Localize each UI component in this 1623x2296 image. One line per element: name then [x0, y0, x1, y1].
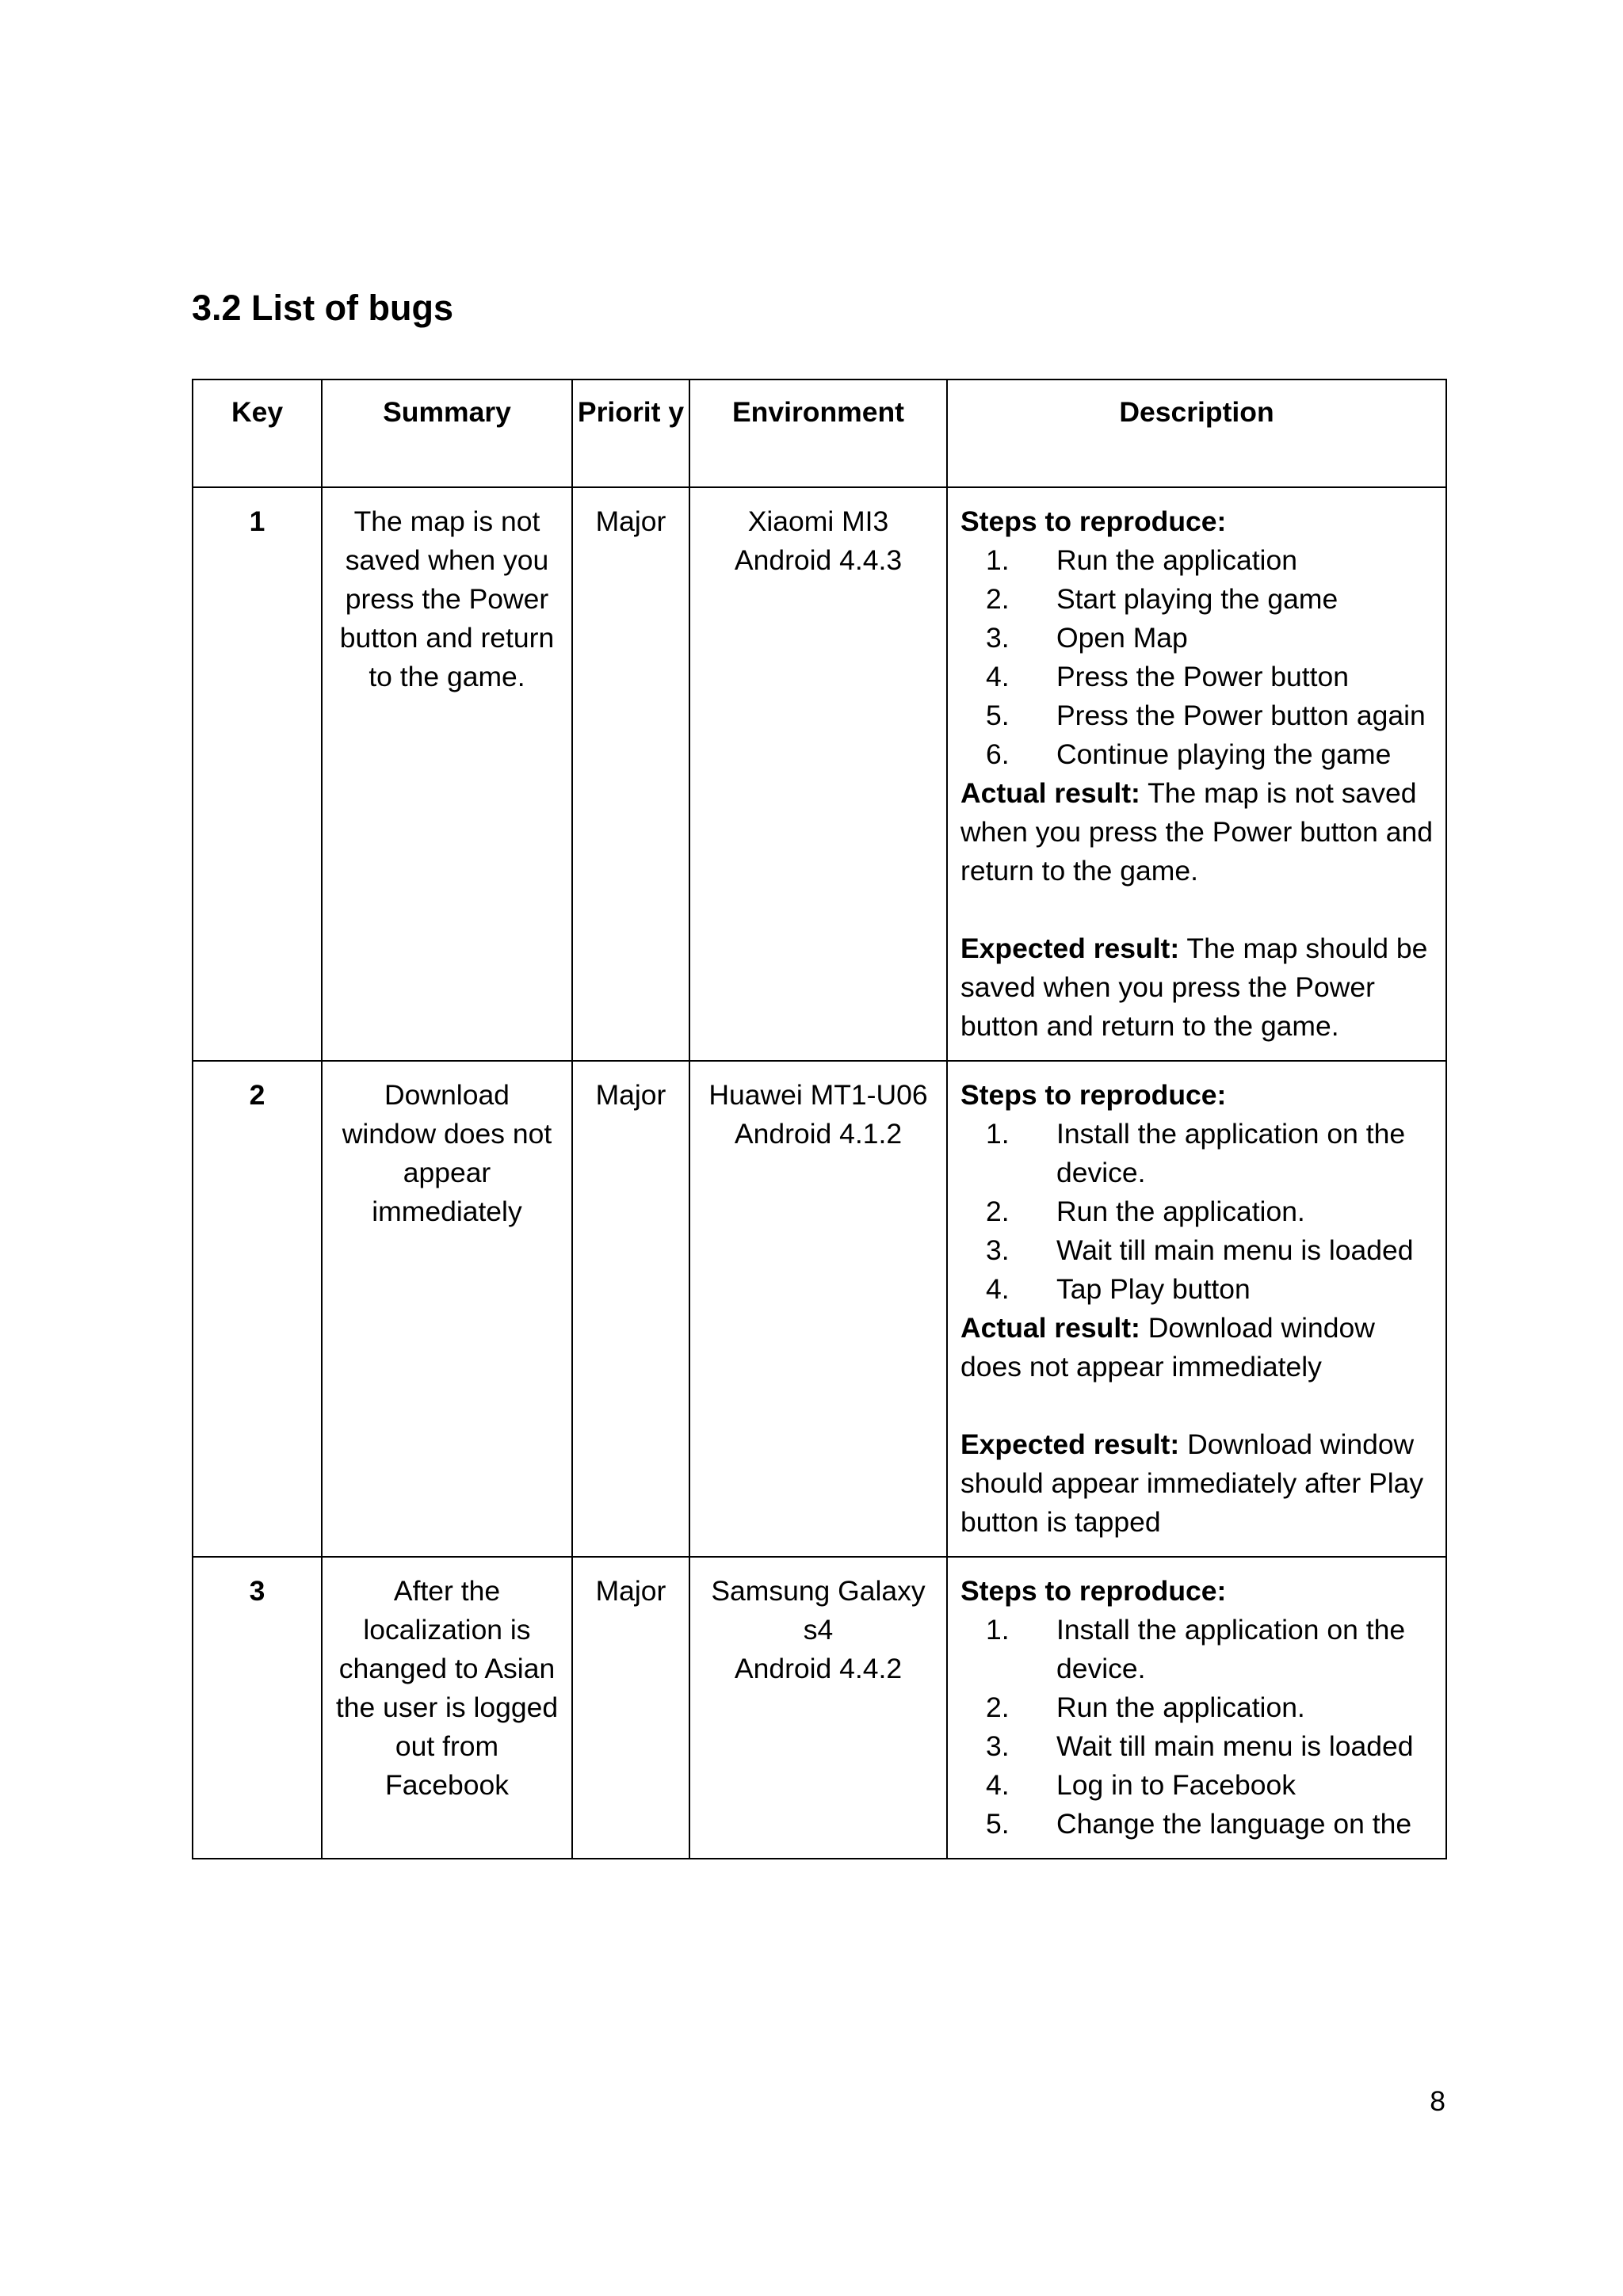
expected-result-label: Expected result:	[960, 1428, 1180, 1460]
step-number: 3.	[986, 1730, 1010, 1762]
step-text: Continue playing the game	[1056, 738, 1392, 770]
column-header-description: Description	[947, 379, 1446, 487]
bug-description	[947, 487, 1446, 1061]
bug-key: 2	[193, 1061, 322, 1557]
list-item	[960, 1805, 1433, 1844]
expected-result	[960, 929, 1433, 1046]
step-number: 2.	[986, 1196, 1010, 1227]
list-item	[960, 1270, 1433, 1309]
step-number: 5.	[986, 700, 1010, 731]
list-item	[960, 1192, 1433, 1231]
page-number: 8	[1430, 2085, 1445, 2117]
list-item	[960, 696, 1433, 735]
list-item	[960, 1231, 1433, 1270]
step-number: 1.	[986, 544, 1010, 576]
list-item	[960, 1727, 1433, 1766]
table-row	[193, 1061, 1446, 1557]
environment-device: Huawei MT1-U06	[708, 1079, 928, 1111]
paragraph-gap	[960, 891, 1433, 929]
step-text: Wait till main menu is loaded	[1056, 1234, 1414, 1266]
list-item	[960, 619, 1433, 658]
bug-environment	[689, 1061, 947, 1557]
bug-description	[947, 1061, 1446, 1557]
bug-summary: Download window does not appear immediately	[322, 1061, 572, 1557]
bug-environment	[689, 1557, 947, 1859]
actual-result-label: Actual result:	[960, 1312, 1140, 1344]
step-number: 6.	[986, 738, 1010, 770]
bug-description	[947, 1557, 1446, 1859]
steps-label: Steps to reproduce:	[960, 1079, 1227, 1111]
column-header-summary: Summary	[322, 379, 572, 487]
steps-list	[960, 1115, 1433, 1309]
bug-key: 1	[193, 487, 322, 1061]
step-text: Wait till main menu is loaded	[1056, 1730, 1414, 1762]
step-number: 5.	[986, 1808, 1010, 1840]
expected-result	[960, 1425, 1433, 1542]
step-number: 1.	[986, 1118, 1010, 1150]
expected-result-text: Download window should appear immediately after Play button is tapped	[960, 1428, 1424, 1538]
step-number: 2.	[986, 583, 1010, 615]
actual-result	[960, 774, 1433, 891]
step-text: Log in to Facebook	[1056, 1769, 1296, 1801]
step-text: Tap Play button	[1056, 1273, 1251, 1305]
steps-list	[960, 1611, 1433, 1844]
actual-result-label: Actual result:	[960, 777, 1140, 809]
step-text: Run the application.	[1056, 1691, 1305, 1723]
table-row	[193, 1557, 1446, 1859]
list-item	[960, 658, 1433, 696]
column-header-priority: Priorit y	[572, 379, 689, 487]
list-item	[960, 1115, 1433, 1192]
table-header-row	[193, 379, 1446, 487]
list-item	[960, 1766, 1433, 1805]
bug-key: 3	[193, 1557, 322, 1859]
step-number: 4.	[986, 661, 1010, 692]
step-text: Press the Power button again	[1056, 700, 1426, 731]
step-number: 4.	[986, 1769, 1010, 1801]
actual-result-text: The map is not saved when you press the Power button and return to the game.	[960, 777, 1433, 887]
bug-summary: After the localization is changed to Asian the user is logged out from Facebook	[322, 1557, 572, 1859]
steps-label: Steps to reproduce:	[960, 1575, 1227, 1607]
expected-result-text: The map should be saved when you press the Power button and return to the game.	[960, 933, 1428, 1042]
environment-os: Android 4.1.2	[734, 1118, 903, 1150]
step-text: Press the Power button	[1056, 661, 1350, 692]
section-heading: 3.2 List of bugs	[192, 288, 454, 328]
bug-environment	[689, 487, 947, 1061]
bug-priority: Major	[572, 487, 689, 1061]
list-item	[960, 541, 1433, 580]
steps-label: Steps to reproduce:	[960, 505, 1227, 537]
list-item	[960, 1611, 1433, 1688]
step-number: 3.	[986, 622, 1010, 654]
step-number: 1.	[986, 1614, 1010, 1646]
step-text: Run the application.	[1056, 1196, 1305, 1227]
step-number: 2.	[986, 1691, 1010, 1723]
step-number: 4.	[986, 1273, 1010, 1305]
bug-summary: The map is not saved when you press the Power button and return to the game.	[322, 487, 572, 1061]
step-text: Install the application on the device.	[1056, 1614, 1406, 1684]
bug-priority: Major	[572, 1557, 689, 1859]
list-item	[960, 1688, 1433, 1727]
environment-device: Samsung Galaxy s4	[711, 1575, 926, 1646]
step-number: 3.	[986, 1234, 1010, 1266]
step-text: Install the application on the device.	[1056, 1118, 1406, 1188]
column-header-key: Key	[193, 379, 322, 487]
table-row	[193, 487, 1446, 1061]
step-text: Open Map	[1056, 622, 1188, 654]
bug-list-table	[192, 379, 1447, 1859]
step-text: Change the language on the	[1056, 1808, 1412, 1840]
actual-result	[960, 1309, 1433, 1386]
environment-os: Android 4.4.2	[734, 1653, 903, 1684]
column-header-environment: Environment	[689, 379, 947, 487]
environment-os: Android 4.4.3	[734, 544, 903, 576]
expected-result-label: Expected result:	[960, 933, 1180, 964]
step-text: Start playing the game	[1056, 583, 1338, 615]
bug-priority: Major	[572, 1061, 689, 1557]
environment-device: Xiaomi MI3	[747, 505, 889, 537]
actual-result-text: Download window does not appear immediately	[960, 1312, 1375, 1383]
list-item	[960, 580, 1433, 619]
step-text: Run the application	[1056, 544, 1297, 576]
steps-list	[960, 541, 1433, 774]
list-item	[960, 735, 1433, 774]
paragraph-gap	[960, 1386, 1433, 1425]
